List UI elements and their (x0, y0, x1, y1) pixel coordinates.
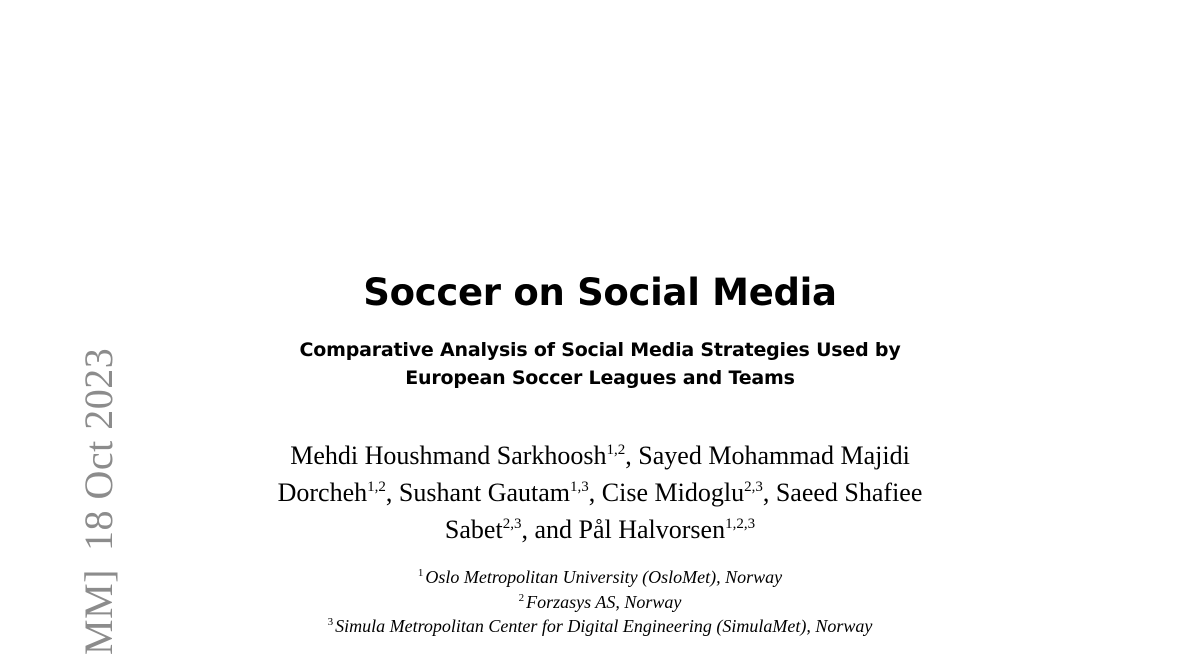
author-affiliation-marks: 2,3 (502, 516, 522, 532)
affiliation-2 (200, 590, 1000, 615)
author-name: Sabet (444, 515, 503, 544)
affiliation-1 (200, 565, 1000, 590)
arxiv-date: 18 Oct 2023 (76, 347, 121, 552)
author-name: Dorcheh (277, 478, 368, 507)
affiliation-number: 2 (518, 591, 525, 604)
author-affiliation-marks: 1,2 (606, 442, 626, 458)
author-name: Mehdi Houshmand Sarkhoosh (290, 441, 607, 470)
affiliation-number: 3 (327, 616, 334, 628)
affiliation-text: Simula Metropolitan Center for Digital Engineering (SimulaMet), Norway (335, 616, 873, 636)
author-separator: , (385, 478, 399, 507)
affiliation-number: 1 (417, 567, 424, 579)
author-list (180, 437, 1020, 548)
author-separator: , Sayed Mohammad Majidi (625, 441, 910, 470)
affiliation-text: Forzasys AS, Norway (526, 591, 682, 612)
paper-title: Soccer on Social Media (363, 271, 837, 314)
author-affiliation-marks: 1,3 (570, 479, 589, 495)
author-affiliation-marks: 1,2 (367, 479, 386, 495)
paper-subtitle (250, 336, 950, 392)
author-line-2 (180, 474, 1020, 511)
author-line-3 (180, 511, 1020, 548)
affiliation-text: Oslo Metropolitan University (OsloMet), Norway (425, 567, 783, 587)
affiliation-list (200, 565, 1000, 639)
author-separator: , (588, 478, 602, 507)
arxiv-category-fragment: MM] (76, 569, 121, 655)
subtitle-line-1: Comparative Analysis of Social Media Strategies Used by (299, 339, 901, 361)
author-affiliation-marks: 1,2,3 (725, 516, 756, 532)
author-name: Cise Midoglu (601, 478, 745, 507)
arxiv-side-stamp (27, 0, 121, 655)
author-name: Pål Halvorsen (578, 515, 726, 544)
subtitle-line-2: European Soccer Leagues and Teams (405, 367, 795, 389)
author-separator: , Saeed Shafiee (762, 478, 923, 507)
author-line-1 (180, 437, 1020, 474)
author-separator: , and (521, 515, 579, 544)
author-name: Sushant Gautam (398, 478, 571, 507)
author-affiliation-marks: 2,3 (744, 479, 763, 495)
affiliation-3 (200, 614, 1000, 639)
arxiv-stamp-text (75, 348, 123, 655)
